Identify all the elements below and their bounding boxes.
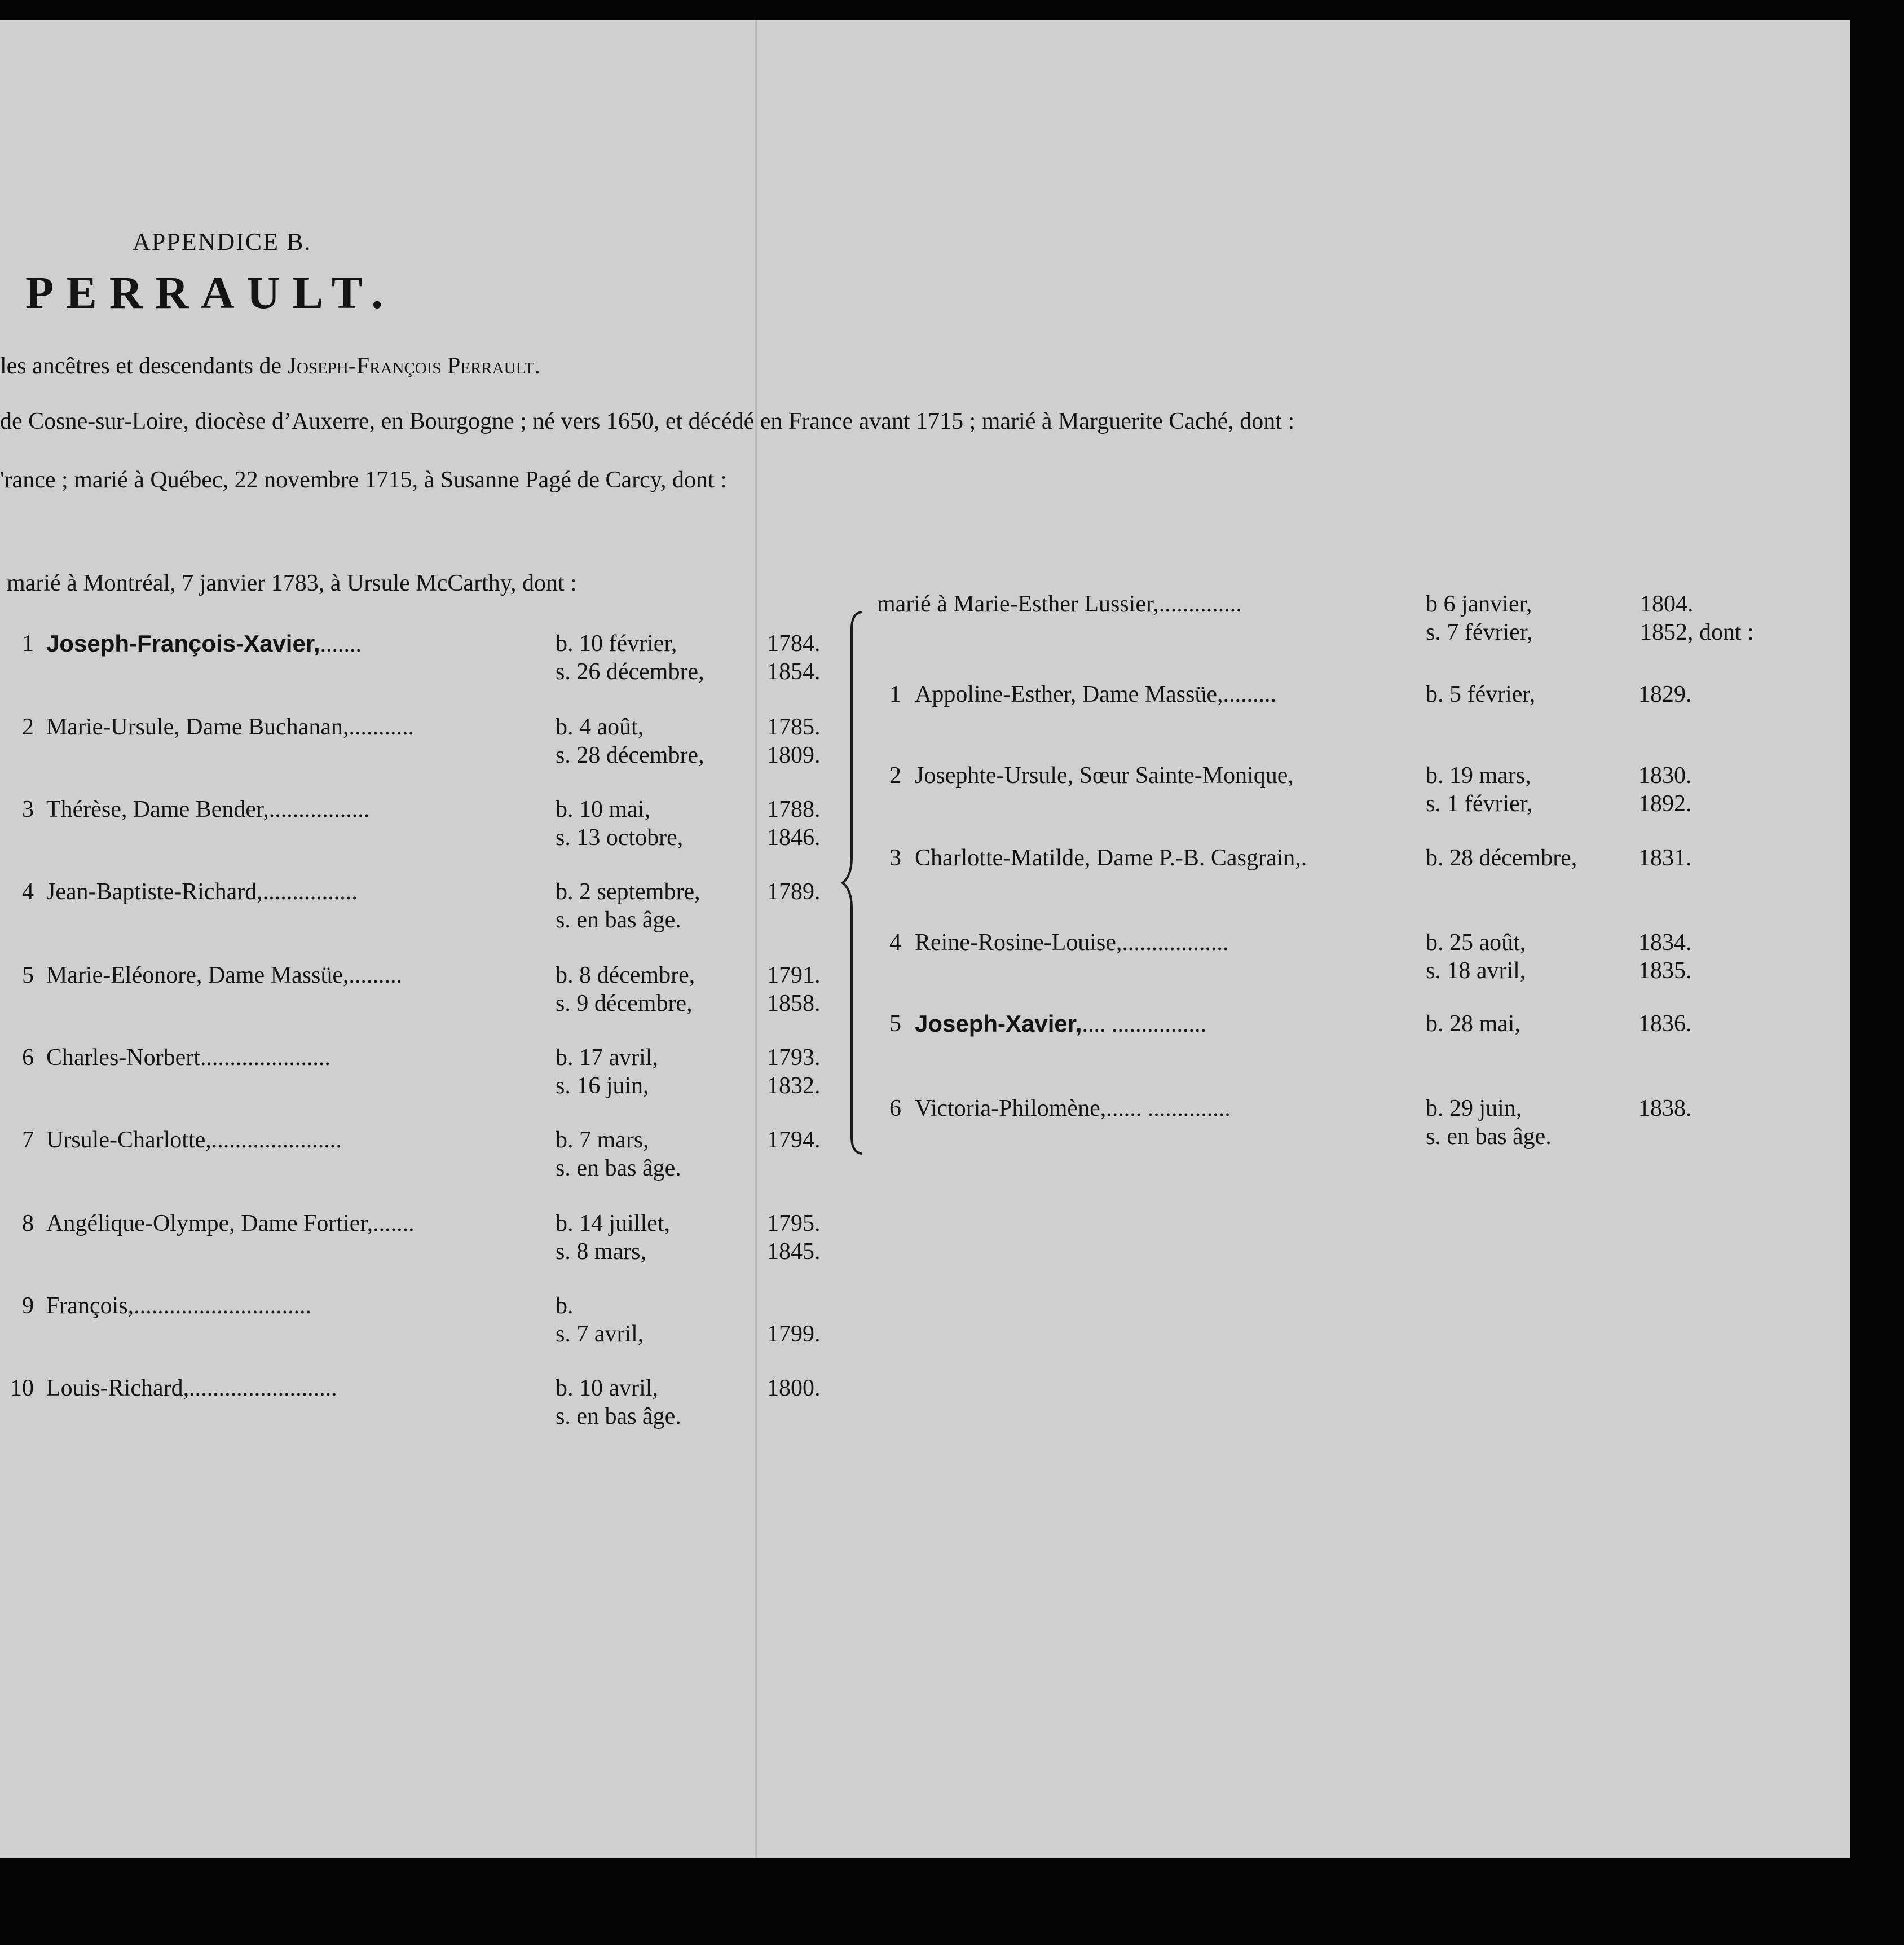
child-number: 10 <box>10 1375 34 1401</box>
birth-year: 1829. <box>1638 681 1692 707</box>
birth-year: 1834. <box>1638 930 1692 956</box>
child-name: Charlotte-Matilde, Dame P.-B. Casgrain, <box>915 845 1301 871</box>
child-number: 8 <box>22 1211 34 1236</box>
child-number: 2 <box>22 714 34 740</box>
child-number: 2 <box>889 763 901 789</box>
right-marriage-text: marié à Marie-Esther Lussier, <box>877 591 1159 617</box>
birth-date: b. 25 août, <box>1426 930 1526 956</box>
birth-year: 1785. <box>767 714 821 740</box>
leader-dots: ......................... <box>189 1375 337 1401</box>
birth-date: b. 10 février, <box>556 631 677 657</box>
burial-date: s. en bas âge. <box>556 1155 681 1181</box>
birth-year: 1788. <box>767 797 821 822</box>
right-marriage-burial: s. 7 février, <box>1426 619 1533 645</box>
leader-dots: ...... .............. <box>1106 1095 1231 1121</box>
birth-date: b. 28 mai, <box>1426 1011 1520 1037</box>
child-name-line <box>46 1292 311 1319</box>
child-name: Angélique-Olympe, Dame Fortier, <box>46 1211 373 1236</box>
child-name: Marie-Eléonore, Dame Massüe, <box>46 962 349 988</box>
child-name-line <box>46 878 358 905</box>
child-name-line <box>46 962 402 989</box>
birth-date: b. 4 août, <box>556 714 644 740</box>
burial-date: s. 13 octobre, <box>556 825 684 851</box>
burial-year: 1809. <box>767 742 821 768</box>
child-number: 9 <box>22 1293 34 1319</box>
right-marriage-birth: b 6 janvier, <box>1426 591 1532 617</box>
burial-date: s. 8 mars, <box>556 1239 646 1265</box>
child-name-line <box>46 630 362 658</box>
child-name: François, <box>46 1293 134 1319</box>
birth-date: b. 7 mars, <box>556 1127 649 1153</box>
child-number: 4 <box>22 879 34 905</box>
child-name-line <box>915 681 1276 708</box>
child-number: 5 <box>22 962 34 988</box>
child-name-line <box>46 714 414 741</box>
birth-year: 1794. <box>767 1127 821 1153</box>
burial-date: s. en bas âge. <box>1426 1124 1552 1150</box>
page-title: PERRAULT. <box>25 267 395 318</box>
birth-date: b. 28 décembre, <box>1426 845 1577 871</box>
burial-year: 1846. <box>767 825 821 851</box>
child-number: 4 <box>889 930 901 956</box>
appendix-label: APPENDICE B. <box>133 228 312 256</box>
leader-dots: ....... <box>373 1211 415 1236</box>
child-number: 1 <box>22 631 34 657</box>
burial-date: s. 28 décembre, <box>556 742 704 768</box>
intro-line-1 <box>0 353 540 380</box>
burial-year: 1858. <box>767 991 821 1016</box>
leader-dots: . <box>1301 845 1307 871</box>
child-name-line <box>46 796 369 823</box>
right-marriage-line <box>877 591 1242 618</box>
leader-dots: .............................. <box>134 1293 312 1319</box>
leader-dots: ....... <box>320 631 362 657</box>
birth-date: b. 2 septembre, <box>556 879 700 905</box>
birth-date: b. 14 juillet, <box>556 1211 670 1236</box>
child-name-line <box>46 1375 337 1402</box>
brace-bracket <box>839 606 867 1159</box>
birth-date: b. 17 avril, <box>556 1045 658 1071</box>
birth-date: b. 19 mars, <box>1426 763 1531 789</box>
burial-date: s. en bas âge. <box>556 907 681 933</box>
birth-date: b. 8 décembre, <box>556 962 695 988</box>
leader-dots: ................ <box>262 879 358 905</box>
right-marriage-burial-year: 1852, dont : <box>1640 619 1754 645</box>
birth-year: 1830. <box>1638 763 1692 789</box>
child-name: Reine-Rosine-Louise, <box>915 930 1122 956</box>
child-name-line <box>46 1126 342 1154</box>
leader-dots: ...................... <box>200 1045 330 1071</box>
burial-year: 1835. <box>1638 958 1692 984</box>
burial-year: 1799. <box>767 1321 821 1347</box>
burial-year: 1854. <box>767 659 821 685</box>
child-name: Joseph-Xavier, <box>915 1010 1082 1037</box>
child-number: 5 <box>889 1011 901 1037</box>
child-name-line <box>915 1095 1231 1122</box>
child-name-line <box>46 1044 330 1071</box>
birth-year: 1838. <box>1638 1095 1692 1121</box>
child-name: Charles-Norbert <box>46 1045 200 1071</box>
child-name-line <box>915 1010 1206 1038</box>
child-name-line <box>915 844 1307 872</box>
burial-date: s. 16 juin, <box>556 1073 649 1099</box>
intro-line-3: 'rance ; marié à Québec, 22 novembre 1715, à Susanne Pagé de Carcy, dont : <box>0 467 727 493</box>
birth-year: 1800. <box>767 1375 821 1401</box>
burial-date: s. 26 décembre, <box>556 659 704 685</box>
birth-year: 1789. <box>767 879 821 905</box>
child-name: Appoline-Esther, Dame Massüe, <box>915 681 1223 707</box>
birth-year: 1791. <box>767 962 821 988</box>
birth-date: b. 10 mai, <box>556 797 650 822</box>
child-name: Marie-Ursule, Dame Buchanan, <box>46 714 349 740</box>
leader-dots: ........... <box>349 714 414 740</box>
burial-year: 1832. <box>767 1073 821 1099</box>
child-number: 6 <box>889 1095 901 1121</box>
child-name-line <box>915 929 1228 956</box>
page-scan <box>0 20 1850 1858</box>
child-name: Josephte-Ursule, Sœur Sainte-Monique, <box>915 763 1294 789</box>
burial-date: s. en bas âge. <box>556 1403 681 1429</box>
leader-dots: ......... <box>349 962 402 988</box>
intro-line-1-prefix: les ancêtres et descendants de <box>0 353 288 379</box>
page-fold <box>755 20 757 1858</box>
child-name-line <box>46 1210 415 1237</box>
leader-dots: ......... <box>1223 681 1277 707</box>
birth-date: b. 29 juin, <box>1426 1095 1522 1121</box>
left-marriage-line: marié à Montréal, 7 janvier 1783, à Ursule McCarthy, dont : <box>7 570 577 596</box>
burial-date: s. 7 avril, <box>556 1321 644 1347</box>
leader-dots: .................. <box>1122 930 1229 956</box>
child-number: 6 <box>22 1045 34 1071</box>
intro-line-2: de Cosne-sur-Loire, diocèse d’Auxerre, en Bourgogne ; né vers 1650, et décédé en France avant 1715 ; marié à Marguerite Caché, dont : <box>0 408 1295 434</box>
right-marriage-birth-year: 1804. <box>1640 591 1694 617</box>
burial-year: 1892. <box>1638 791 1692 817</box>
child-number: 3 <box>889 845 901 871</box>
birth-date: b. 10 avril, <box>556 1375 658 1401</box>
child-number: 3 <box>22 797 34 822</box>
birth-year: 1831. <box>1638 845 1692 871</box>
child-number: 7 <box>22 1127 34 1153</box>
child-name: Joseph-François-Xavier, <box>46 630 320 657</box>
birth-year: 1795. <box>767 1211 821 1236</box>
child-name: Victoria-Philomène, <box>915 1095 1107 1121</box>
burial-date: s. 9 décembre, <box>556 991 693 1016</box>
birth-year: 1793. <box>767 1045 821 1071</box>
birth-date: b. 5 février, <box>1426 681 1536 707</box>
child-name-line <box>915 762 1294 789</box>
intro-line-1-name: Joseph-François Perrault. <box>287 353 540 379</box>
burial-date: s. 1 février, <box>1426 791 1533 817</box>
right-marriage-dots: .............. <box>1158 591 1242 617</box>
child-name: Thérèse, Dame Bender, <box>46 797 269 822</box>
burial-year: 1845. <box>767 1239 821 1265</box>
leader-dots: .... ................ <box>1082 1011 1206 1037</box>
birth-year: 1784. <box>767 631 821 657</box>
leader-dots: ...................... <box>211 1127 342 1153</box>
burial-date: s. 18 avril, <box>1426 958 1526 984</box>
birth-date: b. <box>556 1293 574 1319</box>
leader-dots: ................. <box>268 797 370 822</box>
child-name: Jean-Baptiste-Richard, <box>46 879 263 905</box>
birth-year: 1836. <box>1638 1011 1692 1037</box>
child-name: Ursule-Charlotte, <box>46 1127 211 1153</box>
child-number: 1 <box>889 681 901 707</box>
child-name: Louis-Richard, <box>46 1375 189 1401</box>
